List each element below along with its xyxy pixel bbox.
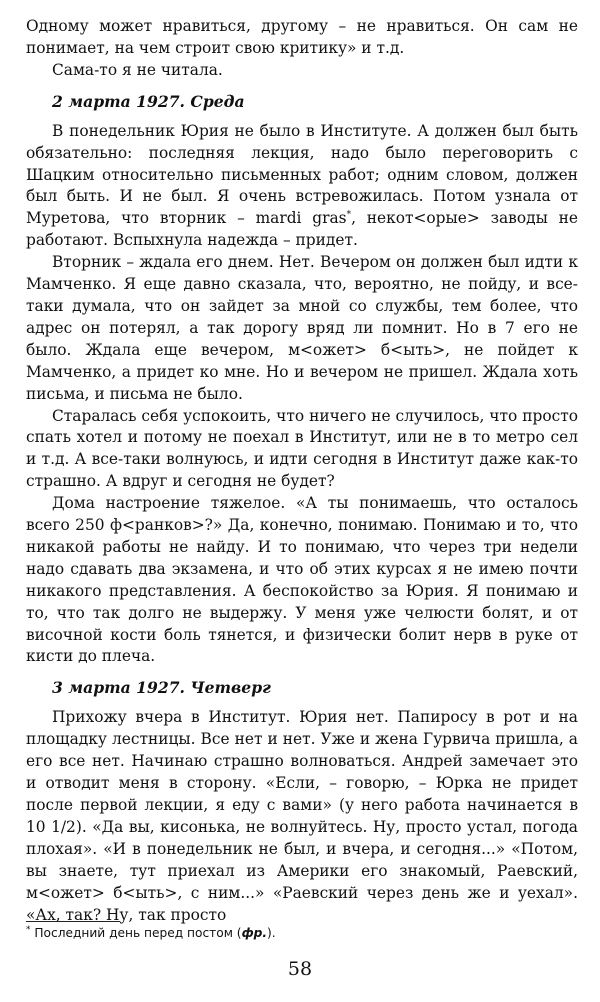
paragraph-text: В понедельник Юрия не было в Институте. А должен был быть обязательно: последняя лекция, надо было переговорить с Шацким относительно письменных работ; одним словом, должен был быть. И не был. Я очень встревожилась. Потом узнала от Муретова, что вторник – mardi gras bbox=[26, 121, 578, 228]
diary-date-heading: 2 марта 1927. Среда bbox=[52, 91, 245, 111]
fraction: 1/2 bbox=[51, 817, 76, 836]
paragraph bbox=[26, 121, 578, 252]
paragraph: Вторник – ждала его днем. Нет. Вечером он должен был идти к Мамченко. Я еще давно сказала, что, вероятно, не пойду, и все-таки думала, что он зайдет за мной со службы, тем более, что адрес он потерял, а так дорогу вряд ли помнит. Но в 7 его не было. Ждала еще вечером, м<ожет> б<ыть>, не пойдет к Мамченко, а придет ко мне. Но и вечером не пришел. Ждала хоть письма, и письма не было. bbox=[26, 253, 578, 403]
paragraph: Старалась себя успокоить, что ничего не случилось, что просто спать хотел и потому не поехал в Институт, или не в то метро сел и т.д. А все-таки волнуюсь, и идти сегодня в Институт даже как-то страшно. А вдруг и сегодня не будет? bbox=[26, 406, 578, 491]
footnote-marker: * bbox=[26, 924, 31, 935]
paragraph-text: ). «Да вы, кисонька, не волнуйтесь. Ну, просто устал, погода плохая». «И в понедельник не был, и вчера, и сегодня...» «Потом, вы знаете, тут приехал из Америки его знакомый, Раевский, м<ожет> б<ыть>, с ним...» «Раевский через день же и уехал». «Ах, так? Ну, так просто bbox=[26, 817, 578, 924]
footnote-marker: * bbox=[346, 210, 352, 221]
paragraph: Дома настроение тяжелое. «А ты понимаешь, что осталось всего 250 ф<ранков>?» Да, конечно, понимаю. Понимаю и то, что никакой работы не найду. И то понимаю, что через три недели надо сдавать два экзамена, и что об этих курсах я не имею почти никакого представления. А беспокойство за Юрия. Я понимаю и то, что так долго не выдержу. У меня уже челюсти болят, и от височной кости боль тянется, и физически болит нерв в руке от кисти до плеча. bbox=[26, 494, 578, 666]
footnote-body: Последний день перед постом ( bbox=[34, 926, 242, 940]
footnote-lang: фр. bbox=[241, 926, 268, 940]
paragraph-text: , некот<орые> заводы не работают. Вспыхнула надежда – придет. bbox=[26, 209, 578, 250]
paragraph bbox=[26, 707, 578, 926]
paragraph: Одному может нравиться, другому – не нравиться. Он сам не понимает, на чем строит свою критику» и т.д. bbox=[26, 17, 578, 57]
footnote-text bbox=[26, 926, 578, 941]
main-text bbox=[26, 16, 578, 926]
paragraph: Сама-то я не читала. bbox=[52, 60, 223, 79]
footnote-rule bbox=[26, 921, 120, 922]
footnote bbox=[26, 921, 578, 941]
footnote-end: ). bbox=[267, 926, 276, 940]
diary-date-heading: 3 марта 1927. Четверг bbox=[52, 678, 271, 698]
page-number: 58 bbox=[287, 958, 313, 980]
paragraph-text: Прихожу вчера в Институт. Юрия нет. Папиросу в рот и на площадку лестницы. Все нет и нет. Уже и жена Гурвича пришла, а его все нет. Начинаю страшно волноваться. Андрей замечает это и отводит меня в сторону. «Если, – говорю, – Юрка не придет после первой лекции, я еду с вами» (у него работа начинается в 10 bbox=[26, 708, 578, 836]
